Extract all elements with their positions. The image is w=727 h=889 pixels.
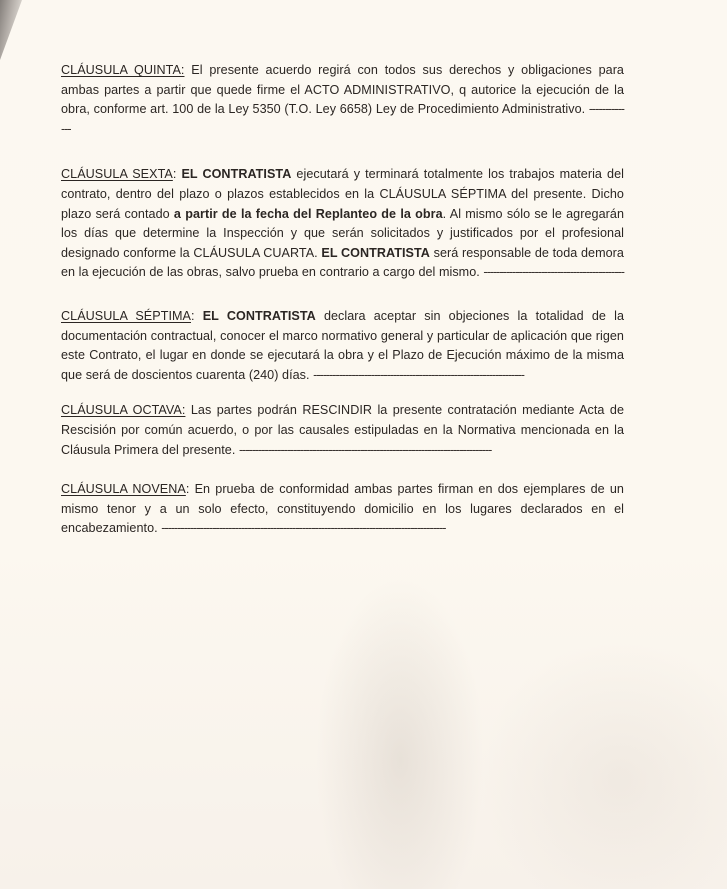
clause-dashes: ------------------------------------------------------------------ bbox=[313, 367, 524, 382]
clause-dashes: -------------------------------------------- bbox=[483, 265, 624, 280]
clause-text: : bbox=[191, 308, 203, 323]
clause-octava bbox=[61, 401, 624, 460]
clause-text: ejecutará y terminará totalmente los trabajos materia del contrato, dentro del plazo o plazos establecidos en la CLÁUSULA SÉPTIMA del presente. Dicho plazo será contado bbox=[61, 167, 624, 221]
clause-text: Las partes podrán RESCINDIR la presente contratación mediante Acta de Rescisión por común acuerdo, o por las causales estipuladas en la Normativa mencionada en la Cláusula Primera del presente. bbox=[61, 403, 624, 457]
clause-title: CLÁUSULA SÉPTIMA bbox=[61, 308, 191, 323]
clause-text: . Al mismo sólo se le agregarán los días que determine la Inspección y que serán solicitados y justificados por el profesional designado conforme la CLÁUSULA CUARTA. bbox=[61, 206, 624, 260]
clause-septima bbox=[61, 307, 624, 385]
clause-title: CLÁUSULA SEXTA bbox=[61, 167, 173, 182]
page-corner-shadow bbox=[0, 0, 22, 60]
clause-bold-text: EL CONTRATISTA bbox=[321, 245, 430, 260]
clause-dashes: ----------------------------------------------------------------------------------------- bbox=[161, 521, 446, 536]
clause-text: : bbox=[172, 167, 182, 182]
clause-dashes: ------------------------------------------------------------------------------- bbox=[238, 442, 492, 457]
clause-text: El presente acuerdo regirá con todos sus derechos y obligaciones para ambas partes a partir que quede firme el ACTO ADMINISTRATIVO, q autorice la ejecución de la obra, conforme art. 100 de la Ley 5350 (T.O. Ley 6658) Ley de Procedimiento Administrativo. bbox=[61, 63, 624, 117]
clause-text: será responsable de toda demora en la ejecución de las obras, salvo prueba en contrario a cargo del mismo. bbox=[61, 245, 624, 280]
document-body bbox=[61, 61, 624, 561]
clause-title: CLÁUSULA NOVENA bbox=[61, 482, 186, 497]
clause-title: CLÁUSULA QUINTA: bbox=[61, 63, 185, 77]
clause-sexta bbox=[61, 165, 624, 283]
clause-bold-text: EL CONTRATISTA bbox=[181, 167, 292, 182]
clause-novena bbox=[61, 480, 624, 539]
clause-bold-text: EL CONTRATISTA bbox=[202, 308, 316, 323]
clause-dashes: -------------- bbox=[61, 102, 624, 136]
clause-text: : En prueba de conformidad ambas partes firman en dos ejemplares de un mismo tenor y a un solo efecto, constituyendo domicilio en los lugares declarados en el encabezamiento. bbox=[61, 482, 624, 536]
clause-quinta bbox=[61, 61, 624, 139]
clause-bold-text: a partir de la fecha del Replanteo de la obra bbox=[173, 206, 443, 221]
clause-title: CLÁUSULA OCTAVA: bbox=[61, 403, 186, 418]
clause-text: declara aceptar sin objeciones la totalidad de la documentación contractual, conocer el marco normativo general y particular de aplicación que rigen este Contrato, el lugar en donde se ejecutará la obra y el Plazo de Ejecución máximo de la misma que será de doscientos cuarenta (240) días. bbox=[61, 308, 624, 382]
